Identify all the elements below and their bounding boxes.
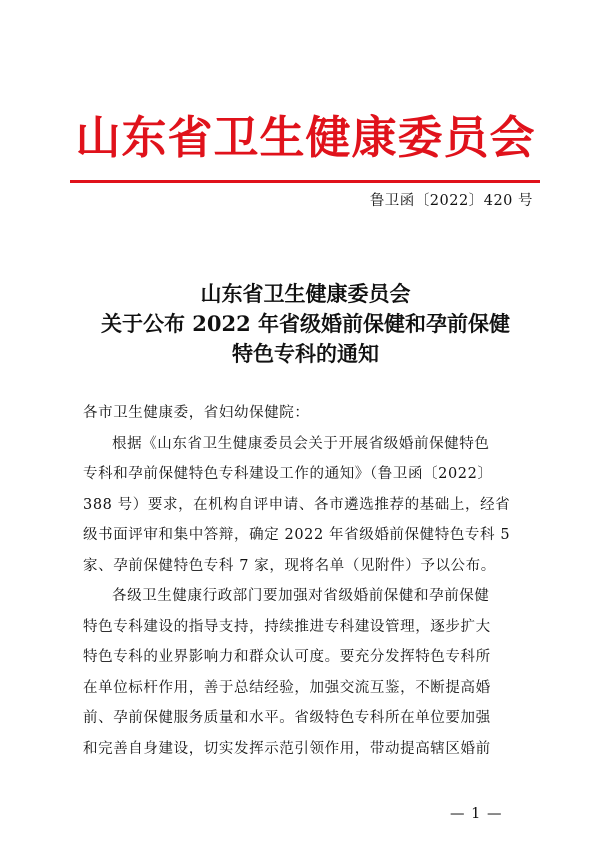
body-line: 特色专科的业界影响力和群众认可度。要充分发挥特色专科所: [83, 649, 491, 665]
body-line: 级书面评审和集中答辩，确定 2022 年省级婚前保健特色专科 5: [83, 527, 511, 543]
body-line: 前、孕前保健服务质量和水平。省级特色专科所在单位要加强: [83, 710, 491, 726]
body-line: 家、孕前保健特色专科 7 家，现将名单（见附件）予以公布。: [83, 557, 496, 574]
document-title: [0, 279, 611, 369]
title-line-3: 特色专科的通知: [232, 341, 379, 366]
page-number: — 1 —: [450, 806, 503, 822]
letterhead-red-rule: [70, 180, 540, 183]
body-line: 在单位标杆作用，善于总结经验，加强交流互鉴，不断提高婚: [83, 679, 491, 696]
salutation: 各市卫生健康委，省妇幼保健院：: [83, 405, 310, 421]
title-line-2: 关于公布 2022 年省级婚前保健和孕前保健: [100, 311, 511, 336]
body-line: 根据《山东省卫生健康委员会关于开展省级婚前保健特色: [112, 435, 490, 452]
body-line: 388 号）要求，在机构自评申请、各市遴选推荐的基础上，经省: [83, 496, 511, 513]
document-number: 鲁卫函〔2022〕420 号: [369, 193, 533, 209]
body-line: 和完善自身建设，切实发挥示范引领作用，带动提高辖区婚前: [83, 740, 491, 757]
body-line: 专科和孕前保健特色专科建设工作的通知》（鲁卫函〔2022〕: [83, 466, 493, 482]
document-body: [83, 398, 543, 764]
body-line: 各级卫生健康行政部门要加强对省级婚前保健和孕前保健: [112, 588, 490, 604]
title-line-1: 山东省卫生健康委员会: [200, 281, 411, 306]
body-line: 特色专科建设的指导支持，持续推进专科建设管理，逐步扩大: [83, 618, 491, 635]
letterhead-org-name: 山东省卫生健康委员会: [75, 111, 536, 164]
